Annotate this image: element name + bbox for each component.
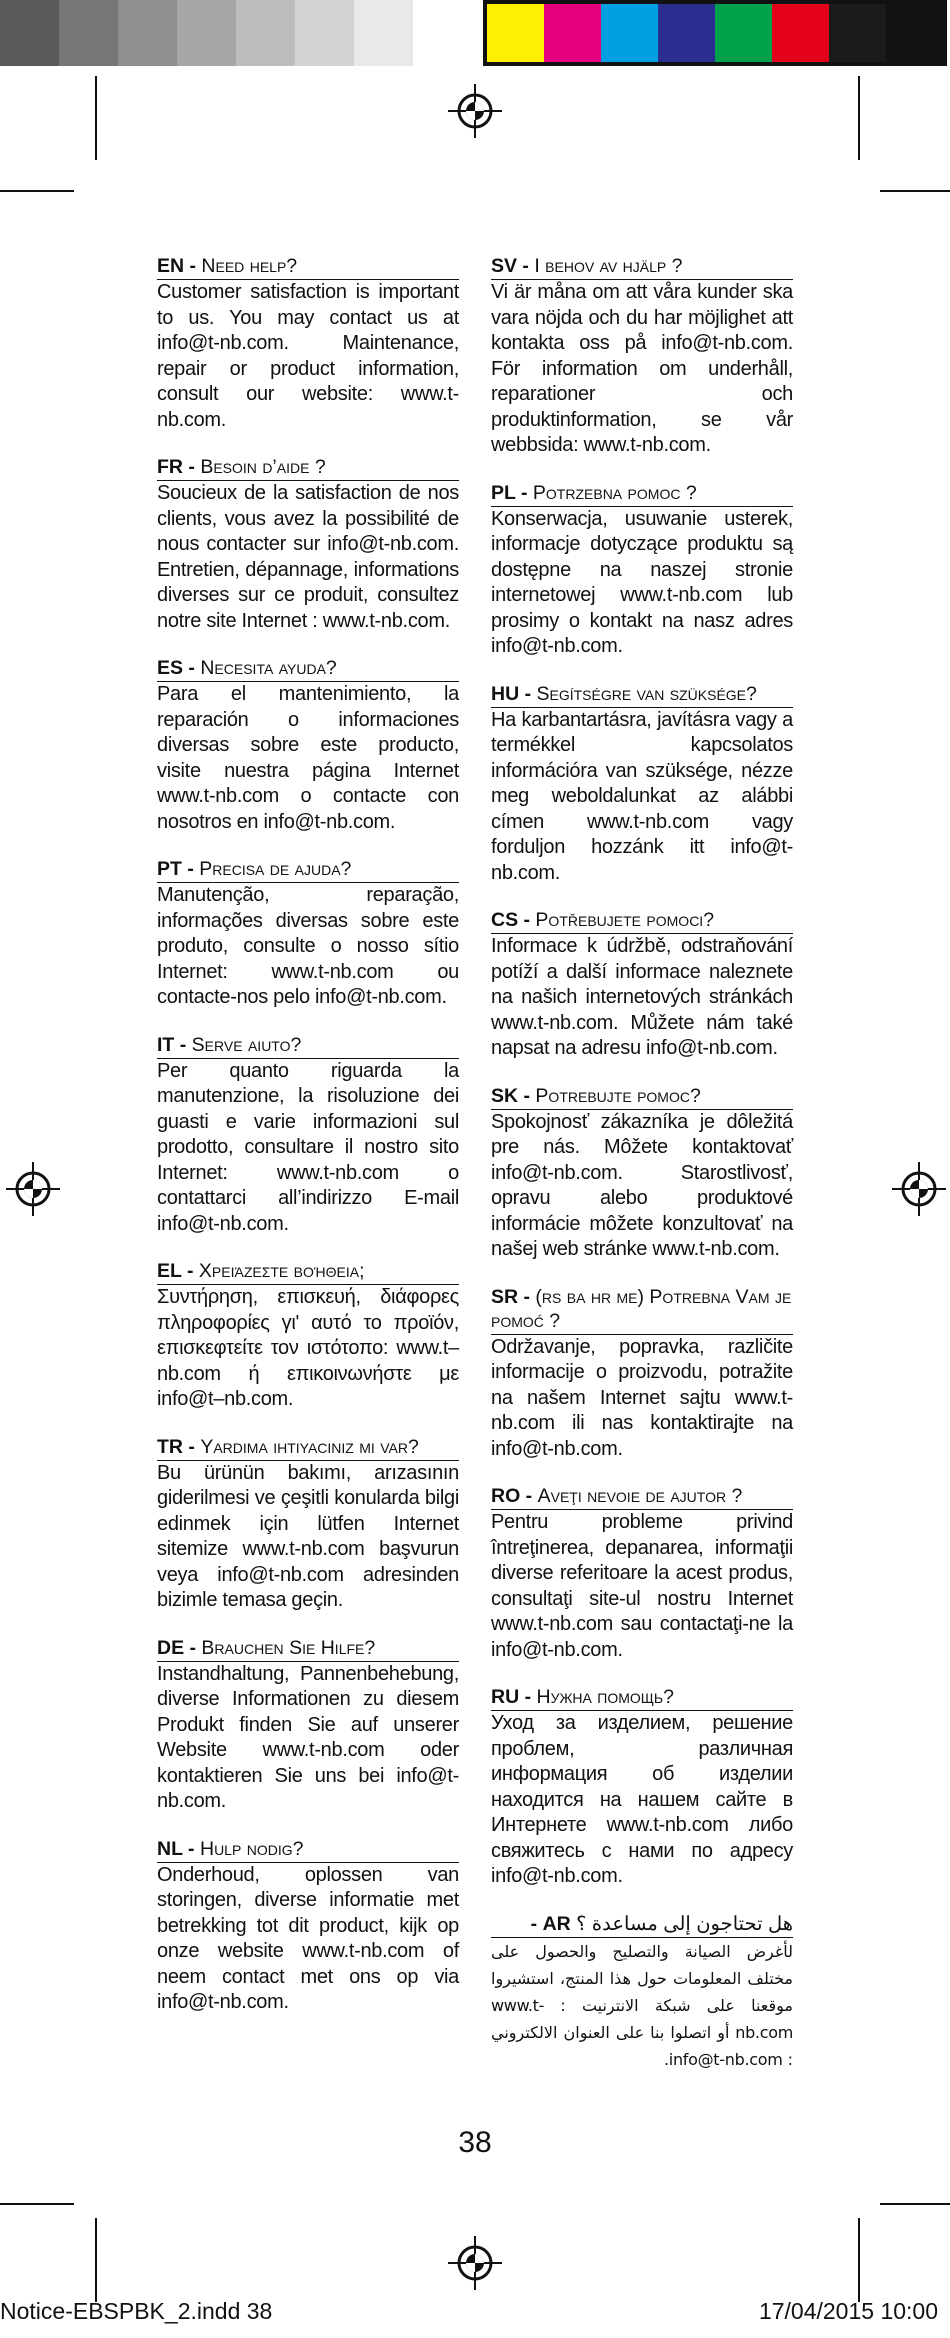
crop-mark	[880, 190, 950, 192]
grayscale-color-bar	[0, 0, 472, 66]
section-title: (rs ba hr me) Potrebna Vam je pomoć ?	[491, 1285, 792, 1332]
section-title: Brauchen Sie Hilfe?	[201, 1636, 376, 1659]
color-swatch	[715, 4, 772, 62]
language-code: SK -	[491, 1084, 536, 1107]
color-swatch	[601, 4, 658, 62]
section-title: Besoin d’aide ?	[200, 456, 326, 478]
language-section	[157, 455, 459, 634]
section-heading	[157, 1435, 459, 1461]
section-title: Нужна помощь?	[536, 1686, 674, 1708]
section-heading	[491, 908, 793, 934]
section-title: Necesita ayuda?	[200, 657, 337, 679]
language-code: RO -	[491, 1485, 538, 1507]
language-section	[157, 857, 459, 1011]
section-title: Hulp nodig?	[199, 1837, 304, 1860]
section-heading	[157, 1033, 459, 1059]
section-heading	[491, 1912, 793, 1938]
color-swatch	[177, 0, 236, 66]
language-section	[491, 908, 793, 1062]
section-body: Bu ürünün bakımı, arızasının giderilmesi ve çeşitli konularda bilgi edinmek için lütfen Internet sitemize www.t-nb.com başvurun veya info@t-nb.com adresinden bizimle temasa geçin.	[157, 1461, 459, 1611]
language-section	[491, 1484, 793, 1663]
section-body: Vi är måna om att våra kunder ska vara nöjda och du har möjlighet att kontakta oss på info@t-nb.com. För information om underhåll, reparationer och produktinformation, se vår webbsida: www.t-nb.com.	[491, 281, 793, 456]
language-code: CS -	[491, 909, 536, 931]
language-section	[157, 1259, 459, 1413]
color-swatch	[413, 0, 472, 66]
color-swatch	[487, 4, 544, 62]
section-heading	[491, 1484, 793, 1510]
section-title: Yardima ihtiyaciniz mi var?	[200, 1435, 419, 1458]
language-section	[491, 1912, 793, 2073]
color-swatch	[886, 4, 943, 62]
color-swatch	[59, 0, 118, 66]
crop-mark	[858, 76, 860, 160]
language-code: IT -	[157, 1033, 192, 1056]
section-title: Potrzebna pomoc ?	[532, 481, 697, 504]
language-section	[491, 1685, 793, 1890]
language-code: NL -	[157, 1837, 200, 1860]
color-swatch	[0, 0, 59, 66]
language-code: PL -	[491, 481, 533, 504]
registration-mark-icon	[448, 84, 502, 138]
language-code: ES -	[157, 657, 201, 679]
registration-mark-icon	[6, 1162, 60, 1216]
section-heading	[491, 1685, 793, 1711]
section-heading	[157, 1837, 459, 1863]
section-body: Informace k údržbě, odstraňování potíží a další informace naleznete na našich internetových stránkách www.t-nb.com. Můžete nám také napsat na adresu info@t-nb.com.	[491, 935, 793, 1059]
language-section	[491, 481, 793, 660]
color-swatch	[236, 0, 295, 66]
section-body: Onderhoud, oplossen van storingen, diverse informatie met betrekking tot dit product, kijk op onze website www.t-nb.com of neem contact met ons op via info@t-nb.com.	[157, 1863, 459, 2013]
crop-mark	[95, 76, 97, 160]
section-heading	[491, 1285, 793, 1335]
color-swatch	[118, 0, 177, 66]
crop-mark	[858, 2218, 860, 2302]
section-title: Need help?	[201, 255, 298, 277]
section-body: Manutenção, reparação, informações diversas sobre este produto, consulte o nosso sítio Internet: www.t-nb.com ou contacte-nos pelo info@t-nb.com.	[157, 884, 459, 1008]
color-swatch	[658, 4, 715, 62]
section-heading	[157, 1636, 459, 1662]
crop-mark	[95, 2218, 97, 2302]
language-section	[491, 1285, 793, 1463]
section-heading	[491, 481, 793, 507]
color-swatch	[544, 4, 601, 62]
color-swatch	[354, 0, 413, 66]
language-code: DE -	[157, 1636, 202, 1659]
section-body: Soucieux de la satisfaction de nos clients, vous avez la possibilité de nous contacter sur info@t-nb.com. Entretien, dépannage, informations diverses sur ce produit, consultez notre site Internet : www.t-nb.com.	[157, 482, 459, 632]
section-heading	[491, 254, 793, 280]
section-title: Segítségre van szüksége?	[536, 682, 757, 705]
section-title: Potrebujte pomoc?	[535, 1084, 701, 1107]
color-swatch	[295, 0, 354, 66]
page-number: 38	[458, 2126, 492, 2159]
section-body: Spokojnosť zákazníka je dôležitá pre nás. Môžete kontaktovať info@t-nb.com. Starostlivosť, opravu alebo produktové informácie môžete konzultovať na našej web stránke www.t-nb.com.	[491, 1110, 793, 1260]
language-code: HU -	[491, 682, 537, 705]
left-column	[157, 254, 459, 2095]
section-heading	[157, 254, 459, 280]
language-section	[157, 1636, 459, 1815]
section-title: هل تحتاجون إلى مساعدة ؟	[576, 1912, 793, 1935]
language-code: RU -	[491, 1686, 537, 1708]
section-body: Instandhaltung, Pannenbehebung, diverse Informationen zu diesem Produkt finden Sie auf unserer Website www.t-nb.com oder kontaktieren Sie uns bei info@t-nb.com.	[157, 1662, 459, 1812]
section-heading	[157, 455, 459, 481]
section-title: Precisa de ajuda?	[199, 858, 352, 880]
section-body: Ha karbantartásra, javításra vagy a termékkel kapcsolatos információra van szüksége, nézze meg weboldalunkat az alábbi címen www.t-nb.com vagy forduljon hozzánk itt info@t-nb.com.	[491, 708, 793, 884]
slug-date: 17/04/2015 10:00	[758, 2298, 938, 2324]
language-code: PT -	[157, 858, 200, 880]
language-section	[491, 682, 793, 887]
language-section	[157, 1837, 459, 2016]
section-heading	[491, 1084, 793, 1110]
color-swatch	[772, 4, 829, 62]
language-section	[157, 656, 459, 835]
section-title: Χρειάζεστε βοήθεια;	[198, 1260, 365, 1282]
language-section	[491, 1084, 793, 1263]
color-swatch	[829, 4, 886, 62]
section-body: لأغرض الصيانة والتصليح والحصول على مختلف المعلومات حول هذا المنتج، استشيروا موقعنا على شبكة الانترنيت : www.t-nb.com أو اتصلوا بنا على العنوان الالكتروني : info@t-nb.com.	[491, 1941, 793, 2069]
section-heading	[157, 656, 459, 682]
section-heading	[157, 1259, 459, 1285]
section-heading	[491, 682, 793, 708]
language-code: EN -	[157, 255, 202, 277]
section-body: Customer satisfaction is important to us. You may contact us at info@t-nb.com. Maintenance, repair or product information, consult our website: www.t-nb.com.	[157, 281, 459, 431]
section-body: Konserwacja, usuwanie usterek, informacje dotyczące produktu są dostępne na naszej stronie internetowej www.t-nb.com lub prosimy o kontakt na nasz adres info@t-nb.com.	[491, 507, 793, 657]
help-text-columns	[157, 254, 793, 2095]
section-body: Para el mantenimiento, la reparación o informaciones diversas sobre este producto, visite nuestra página Internet www.t-nb.com o contacte con nosotros en info@t-nb.com.	[157, 683, 459, 833]
language-code: TR -	[157, 1435, 201, 1458]
language-code: SR -	[491, 1285, 536, 1308]
language-section	[157, 1033, 459, 1238]
crop-mark	[880, 2203, 950, 2205]
language-code: SV -	[491, 255, 535, 277]
language-section	[157, 1435, 459, 1614]
section-body: Pentru probleme privind întreţinerea, depanarea, informaţii diverse referitoare la acest produs, consultaţi site-ul nostru Internet www.t-nb.com sau contactaţi-ne la info@t-nb.com.	[491, 1511, 793, 1661]
section-body: Συντήρηση, επισκευή, διάφορες πληροφορίες γι' αυτό το προϊόν, επισκεφτείτε τον ιστότοπο: www.t–nb.com ή επικοινωνήστε με info@t–nb.com.	[157, 1286, 459, 1410]
section-title: Potřebujete pomoci?	[535, 909, 715, 931]
crop-mark	[0, 190, 74, 192]
section-title: Serve aiuto?	[191, 1033, 302, 1056]
right-column	[491, 254, 793, 2095]
section-body: Per quanto riguarda la manutenzione, la risoluzione dei guasti e varie informazioni sul prodotto, consultare il nostro sito Internet: www.t-nb.com o contattarci all’indirizzo E-mail info@t-nb.com.	[157, 1059, 459, 1235]
language-code: EL -	[157, 1260, 199, 1282]
language-section	[157, 254, 459, 433]
registration-mark-icon	[892, 1162, 946, 1216]
section-body: Уход за изделием, решение проблем, различная информация об изделии находится на нашем сайте в Интернете www.t-nb.com либо свяжитесь с нами по адресу info@t-nb.com.	[491, 1712, 793, 1887]
slug-filename: Notice-EBSPBK_2.indd 38	[0, 2298, 273, 2324]
language-code: AR -	[530, 1912, 571, 1935]
section-title: Aveţi nevoie de ajutor ?	[537, 1485, 743, 1507]
language-section	[491, 254, 793, 459]
section-title: I behov av hjälp ?	[534, 255, 683, 277]
cmyk-color-bar	[483, 0, 947, 66]
section-heading	[157, 857, 459, 883]
section-body: Održavanje, popravka, različite informacije o proizvodu, potražite na našem Internet sajtu www.t-nb.com ili nas kontaktirajte na info@t-nb.com.	[491, 1335, 793, 1460]
language-code: FR -	[157, 456, 201, 478]
crop-mark	[0, 2203, 74, 2205]
registration-mark-icon	[448, 2236, 502, 2290]
